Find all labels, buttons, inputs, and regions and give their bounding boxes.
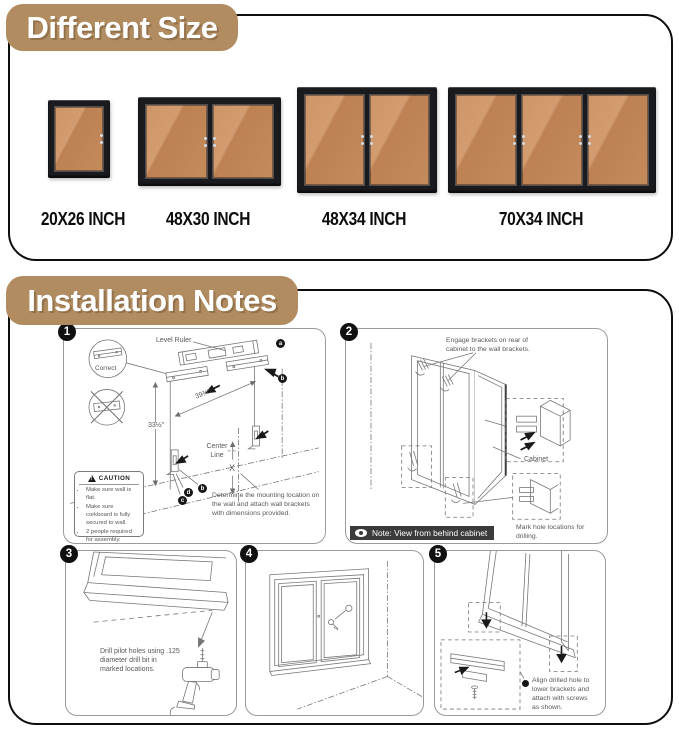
board-70x34: [448, 87, 656, 193]
size-label-20x26: 20X26 INCH: [40, 209, 126, 229]
mark-holes-note: Mark hole locations for drilling.: [516, 524, 585, 540]
callout-b2: b: [198, 484, 207, 493]
step-4-diagram: [246, 551, 423, 715]
board-door: [145, 104, 208, 179]
callout-d: d: [184, 488, 193, 497]
step-1-number: 1: [58, 323, 76, 341]
lock-icon: [213, 137, 216, 147]
lock-icon: [100, 134, 103, 144]
x-mark-label: X: [229, 463, 236, 473]
align-callout-icon: [522, 680, 529, 687]
size-label-70x34: 70X34 INCH: [498, 209, 584, 229]
board-door: [212, 104, 275, 179]
dim-width-label: 39¾": [194, 388, 212, 401]
installation-title: Installation Notes: [27, 282, 277, 318]
step-2: [345, 328, 608, 544]
lock-icon: [579, 135, 582, 145]
callout-a: a: [276, 339, 285, 348]
view-note-text: Note: View from behind cabinet: [372, 528, 488, 538]
board-door: [521, 94, 583, 186]
step-5-number: 5: [429, 545, 447, 563]
callout-c: c: [178, 496, 187, 505]
lock-icon: [370, 135, 373, 145]
board-door: [369, 94, 430, 186]
step-1-note: Determine the mounting location on the wall and attach wall brackets with dimensions provided.: [212, 492, 320, 517]
step-1: [63, 328, 326, 544]
installation-badge: [6, 276, 298, 325]
step-5-note: Align drilled hole to lower brackets and attach with screws as shown.: [532, 677, 590, 711]
center-line-label: Center Line: [206, 443, 228, 460]
caution-box: [74, 471, 144, 543]
step-4: [245, 550, 424, 716]
caution-icon: [88, 475, 96, 482]
correct-label: Correct: [95, 365, 117, 372]
board-door: [587, 94, 649, 186]
dim-height-label: 33½": [148, 422, 165, 429]
lock-icon: [361, 135, 364, 145]
caution-item: • 2 people required for assembly.: [86, 529, 139, 545]
caution-list: [79, 487, 139, 545]
caution-item: • Make sure corkboard is fully secured to wall.: [86, 504, 139, 528]
step-2-diagram: [346, 329, 607, 543]
lock-icon: [522, 135, 525, 145]
engage-note: Engage brackets on rear of cabinet to the wall brackets.: [446, 337, 530, 353]
different-size-badge: [6, 4, 238, 51]
step-2-number: 2: [340, 323, 358, 341]
level-ruler-label: Level Ruler: [156, 337, 192, 344]
step-3-note: Drill pilot holes using .125 diameter drill bit in marked locations.: [100, 648, 180, 674]
caution-title: CAUTION: [98, 475, 131, 482]
board-48x34: [297, 87, 437, 193]
step-3: [65, 550, 237, 716]
board-48x30: [138, 97, 281, 186]
callout-b: b: [278, 374, 287, 383]
step-5: [434, 550, 606, 716]
step-3-number: 3: [60, 545, 78, 563]
board-door: [54, 106, 104, 172]
board-door: [304, 94, 365, 186]
different-size-title: Different Size: [26, 9, 218, 45]
step-3-diagram: [66, 551, 236, 715]
cabinet-label: Cabinet: [524, 456, 549, 463]
board-door: [455, 94, 517, 186]
lock-icon: [204, 137, 207, 147]
lock-icon: [588, 135, 591, 145]
view-note-bar: [350, 526, 494, 540]
lock-icon: [513, 135, 516, 145]
size-label-48x30: 48X30 INCH: [165, 209, 251, 229]
step-4-number: 4: [240, 545, 258, 563]
eye-icon: [355, 529, 367, 537]
caution-item: • Make sure wall is flat.: [86, 487, 139, 503]
board-20x26: [48, 100, 110, 178]
size-label-48x34: 48X34 INCH: [321, 209, 407, 229]
